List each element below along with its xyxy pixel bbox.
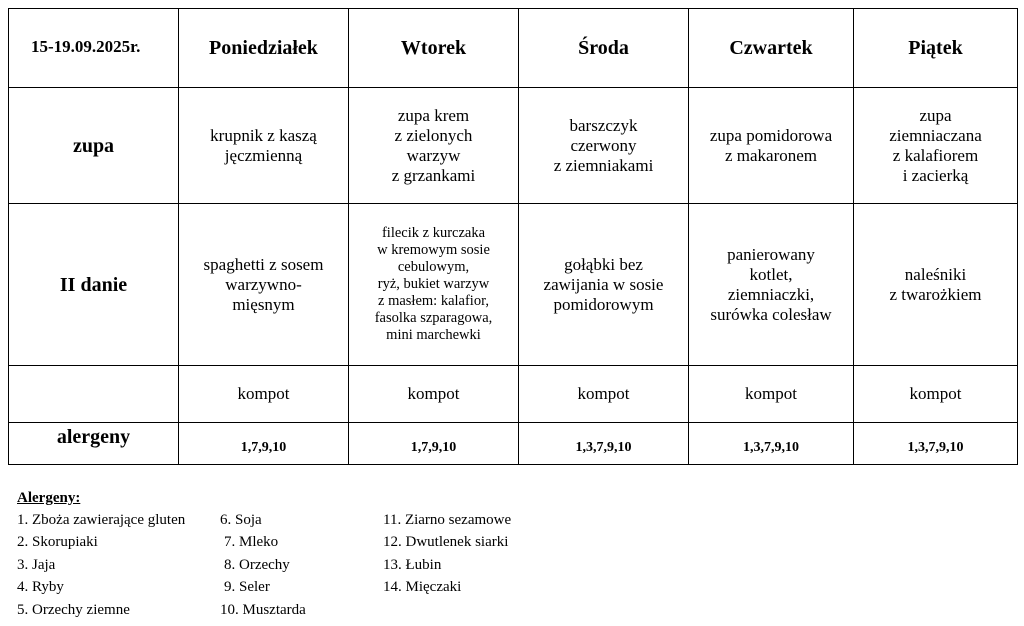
drink-cell: kompot (179, 366, 349, 423)
allergen-cell: 1,7,9,10 (179, 423, 349, 465)
legend-item: 10. Musztarda (220, 601, 306, 618)
drink-cell: kompot (349, 366, 519, 423)
allergen-legend (17, 487, 80, 509)
allergen-cell: 1,3,7,9,10 (519, 423, 689, 465)
allergen-cell: 1,3,7,9,10 (689, 423, 854, 465)
soup-cell: zupa pomidorowa z makaronem (689, 88, 854, 204)
row-label-allergens: alergeny (9, 423, 179, 465)
main-cell: spaghetti z sosem warzywno- mięsnym (179, 204, 349, 366)
allergen-cell: 1,3,7,9,10 (854, 423, 1018, 465)
soup-row (9, 88, 1018, 204)
legend-item: 13. Łubin (383, 556, 442, 573)
legend-item: 2. Skorupiaki (17, 534, 98, 551)
allergen-cell: 1,7,9,10 (349, 423, 519, 465)
drink-cell: kompot (519, 366, 689, 423)
main-row (9, 204, 1018, 366)
day-header: Piątek (854, 9, 1018, 88)
legend-item: 9. Seler (224, 579, 270, 596)
soup-cell: zupa krem z zielonych warzyw z grzankami (349, 88, 519, 204)
drink-row (9, 366, 1018, 423)
main-cell: gołąbki bez zawijania w sosie pomidorowym (519, 204, 689, 366)
legend-title: Alergeny: (17, 490, 81, 506)
main-cell: panierowany kotlet, ziemniaczki, surówka colesław (689, 204, 854, 366)
legend-column-1 (17, 509, 185, 621)
soup-cell: zupa ziemniaczana z kalafiorem i zacierką (854, 88, 1018, 204)
drink-cell: kompot (854, 366, 1018, 423)
main-cell: filecik z kurczaka w kremowym sosie cebulowym, ryż, bukiet warzyw z masłem: kalafior, fasolka szparagowa, mini marchewki (349, 204, 519, 366)
legend-item: 4. Ryby (17, 579, 64, 596)
soup-cell: krupnik z kaszą jęczmienną (179, 88, 349, 204)
legend-column-2 (220, 509, 306, 621)
legend-item: 7. Mleko (224, 534, 279, 551)
main-cell: naleśniki z twarożkiem (854, 204, 1018, 366)
legend-column-3 (383, 509, 511, 599)
legend-item: 5. Orzechy ziemne (17, 601, 130, 618)
day-header: Wtorek (349, 9, 519, 88)
allergen-row (9, 423, 1018, 465)
drink-cell: kompot (689, 366, 854, 423)
legend-item: 12. Dwutlenek siarki (383, 534, 509, 551)
row-label-drink (9, 366, 179, 423)
legend-item: 6. Soja (220, 512, 262, 528)
row-label-main: II danie (9, 204, 179, 366)
legend-item: 1. Zboża zawierające gluten (17, 512, 186, 528)
day-header: Środa (519, 9, 689, 88)
legend-item: 3. Jaja (17, 556, 56, 573)
date-range: 15-19.09.2025r. (9, 9, 179, 88)
day-header: Czwartek (689, 9, 854, 88)
legend-item: 8. Orzechy (224, 556, 290, 573)
row-label-soup: zupa (9, 88, 179, 204)
menu-table (8, 8, 1018, 465)
legend-item: 14. Mięczaki (383, 579, 462, 596)
header-row (9, 9, 1018, 88)
day-header: Poniedziałek (179, 9, 349, 88)
legend-item: 11. Ziarno sezamowe (383, 512, 512, 528)
soup-cell: barszczyk czerwony z ziemniakami (519, 88, 689, 204)
